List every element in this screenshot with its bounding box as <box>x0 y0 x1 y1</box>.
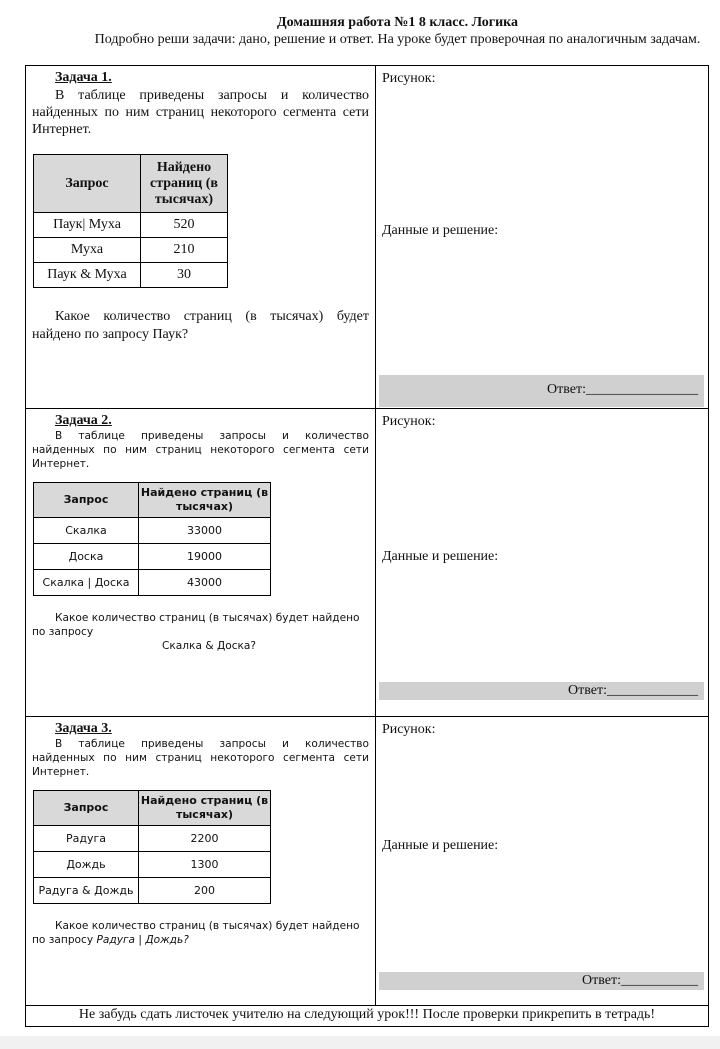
task-2-question: Какое количество страниц (в тысячах) будет найдено по запросу <box>32 612 360 638</box>
task-3-work-area[interactable] <box>376 717 708 1005</box>
task-2-question-query: Скалка & Доска? <box>162 640 257 652</box>
figure-label: Рисунок: <box>382 71 436 86</box>
table-cell: Радуга & Дождь <box>34 878 139 904</box>
table-row <box>34 826 271 852</box>
answer-label: Ответ:_____________ <box>568 683 698 698</box>
table-cell: Скалка | Доска <box>34 570 139 596</box>
table-row <box>34 570 271 596</box>
task-2-title: Задача 2. <box>55 413 112 428</box>
table-header-pages: Найдено страниц (в тысячах) <box>141 155 228 213</box>
task-3-question-query: Радуга | Дождь? <box>96 934 189 946</box>
table-header-pages: Найдено страниц (в тысячах) <box>139 483 271 518</box>
table-row <box>34 852 271 878</box>
table-cell: Скалка <box>34 518 139 544</box>
footer-reminder: Не забудь сдать листочек учителю на следующий урок!!! После проверки прикрепить в тетрадь! <box>78 1007 656 1022</box>
table-cell: Радуга <box>34 826 139 852</box>
table-cell: Паук| Муха <box>34 213 141 238</box>
table-cell: 200 <box>139 878 271 904</box>
table-row <box>34 238 228 263</box>
task-3-question <box>32 919 369 947</box>
worksheet-table <box>25 65 709 1027</box>
task-1-question: Какое количество страниц (в тысячах) будет найдено по запросу Паук? <box>32 309 369 342</box>
data-solution-label: Данные и решение: <box>382 549 499 564</box>
task-1-text: В таблице приведены запросы и количество найденных по ним страниц некоторого сегмента сети Интернет. <box>32 88 369 137</box>
task-2-work-area[interactable] <box>376 409 708 716</box>
task-1-query-table <box>33 154 228 288</box>
task-1-title: Задача 1. <box>55 70 112 85</box>
page-header <box>0 14 720 48</box>
task-3-question-text: Какое количество страниц (в тысячах) будет найдено по запросу <box>32 920 360 946</box>
task-1-row <box>26 66 708 409</box>
task-2-query-table <box>33 482 271 596</box>
table-row <box>34 213 228 238</box>
data-solution-label: Данные и решение: <box>382 223 499 238</box>
page-title: Домашняя работа №1 8 класс. Логика <box>276 15 519 30</box>
table-cell: 520 <box>141 213 228 238</box>
figure-label: Рисунок: <box>382 722 436 737</box>
table-row <box>34 263 228 288</box>
data-solution-label: Данные и решение: <box>382 838 499 853</box>
table-header-query: Запрос <box>34 483 139 518</box>
table-cell: 2200 <box>139 826 271 852</box>
table-cell: Дождь <box>34 852 139 878</box>
table-cell: 43000 <box>139 570 271 596</box>
table-header-query: Запрос <box>34 791 139 826</box>
answer-label: Ответ:________________ <box>547 382 698 397</box>
table-row <box>34 518 271 544</box>
task-3-title: Задача 3. <box>55 721 112 736</box>
table-header-pages: Найдено страниц (в тысячах) <box>139 791 271 826</box>
table-header-row <box>34 791 271 826</box>
answer-label: Ответ:___________ <box>582 973 698 988</box>
page-subtitle: Подробно реши задачи: дано, решение и ответ. На уроке будет проверочная по аналогичным задачам. <box>94 32 701 47</box>
task-2-row <box>26 409 708 717</box>
figure-label: Рисунок: <box>382 414 436 429</box>
table-cell: 210 <box>141 238 228 263</box>
task-3-statement <box>26 717 376 1005</box>
task-1-statement <box>26 66 376 408</box>
table-cell: 33000 <box>139 518 271 544</box>
table-cell: Муха <box>34 238 141 263</box>
table-header-row <box>34 483 271 518</box>
table-row <box>34 544 271 570</box>
table-row <box>34 878 271 904</box>
table-cell: Доска <box>34 544 139 570</box>
table-header-row <box>34 155 228 213</box>
task-1-answer-box[interactable] <box>379 375 704 407</box>
task-3-answer-box[interactable] <box>379 972 704 990</box>
bottom-band <box>0 1036 720 1049</box>
table-cell: 19000 <box>139 544 271 570</box>
table-cell: 1300 <box>139 852 271 878</box>
task-1-work-area[interactable] <box>376 66 708 408</box>
table-cell: 30 <box>141 263 228 288</box>
task-3-query-table <box>33 790 271 904</box>
task-2-answer-box[interactable] <box>379 682 704 700</box>
task-3-text: В таблице приведены запросы и количество найденных по ним страниц некоторого сегмента сети Интернет. <box>32 738 369 778</box>
task-2-statement <box>26 409 376 716</box>
table-cell: Паук & Муха <box>34 263 141 288</box>
table-header-query: Запрос <box>34 155 141 213</box>
task-2-text: В таблице приведены запросы и количество найденных по ним страниц некоторого сегмента сети Интернет. <box>32 430 369 470</box>
task-3-row <box>26 717 708 1006</box>
